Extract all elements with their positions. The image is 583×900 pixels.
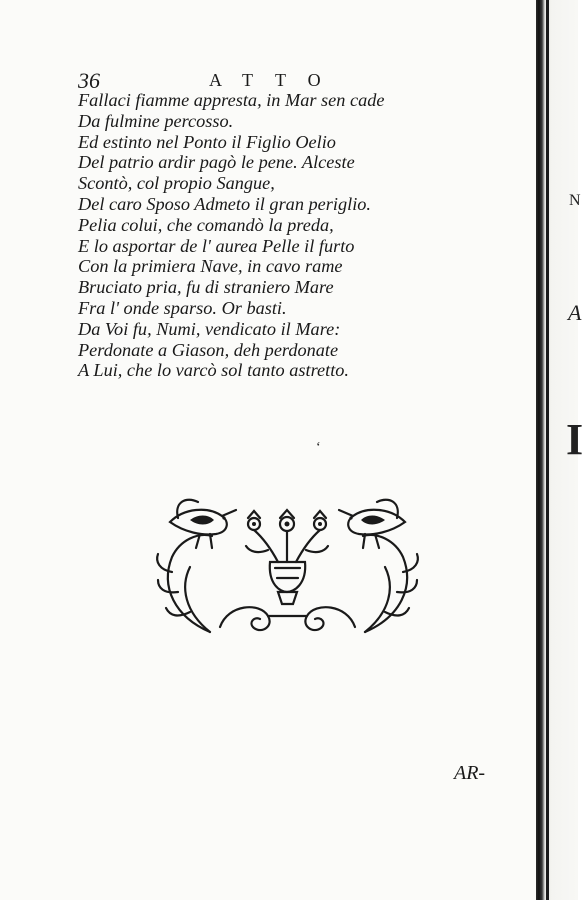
verse-line: A Lui, che lo varcò sol tanto astretto.: [78, 360, 349, 381]
verse-line: Da Voi fu, Numi, vendicato il Mare:: [78, 318, 341, 339]
verse-line: Fra l' onde sparso. Or basti.: [78, 297, 287, 318]
verse-line: Bruciato pria, fu di straniero Mare: [78, 277, 334, 298]
facing-page-fragment: I: [566, 415, 583, 464]
verse-line: Pelia colui, che comandò la preda,: [78, 214, 334, 235]
ink-speck: ʻ: [316, 440, 321, 455]
verse-line: E lo asportar de l' aurea Pelle il furto: [78, 235, 355, 256]
verse-line: Perdonate a Giason, deh perdonate: [78, 339, 339, 360]
gutter-shadow: [546, 0, 549, 900]
running-head: ATTO: [209, 70, 343, 90]
verse-line: Con la primiera Nave, in cavo rame: [78, 256, 343, 277]
verse-line: Del patrio ardir pagò le pene. Alceste: [78, 152, 355, 173]
catchword: AR-: [454, 762, 486, 784]
verse-line: Scontò, col propio Sangue,: [78, 173, 275, 194]
page-number: 36: [78, 68, 100, 93]
verse-block: [78, 90, 418, 381]
verse-line: Da fulmine percosso.: [78, 110, 234, 131]
verse-line: Del caro Sposo Admeto il gran periglio.: [78, 193, 371, 214]
floral-vignette-with-birds-icon: [150, 492, 425, 642]
verse-line: Ed estinto nel Ponto il Figlio Oelio: [78, 131, 336, 152]
verse-line: Fallaci fiamme appresta, in Mar sen cade: [78, 90, 385, 110]
facing-page-fragment: N: [569, 192, 581, 209]
facing-page-fragment: A: [568, 300, 582, 325]
